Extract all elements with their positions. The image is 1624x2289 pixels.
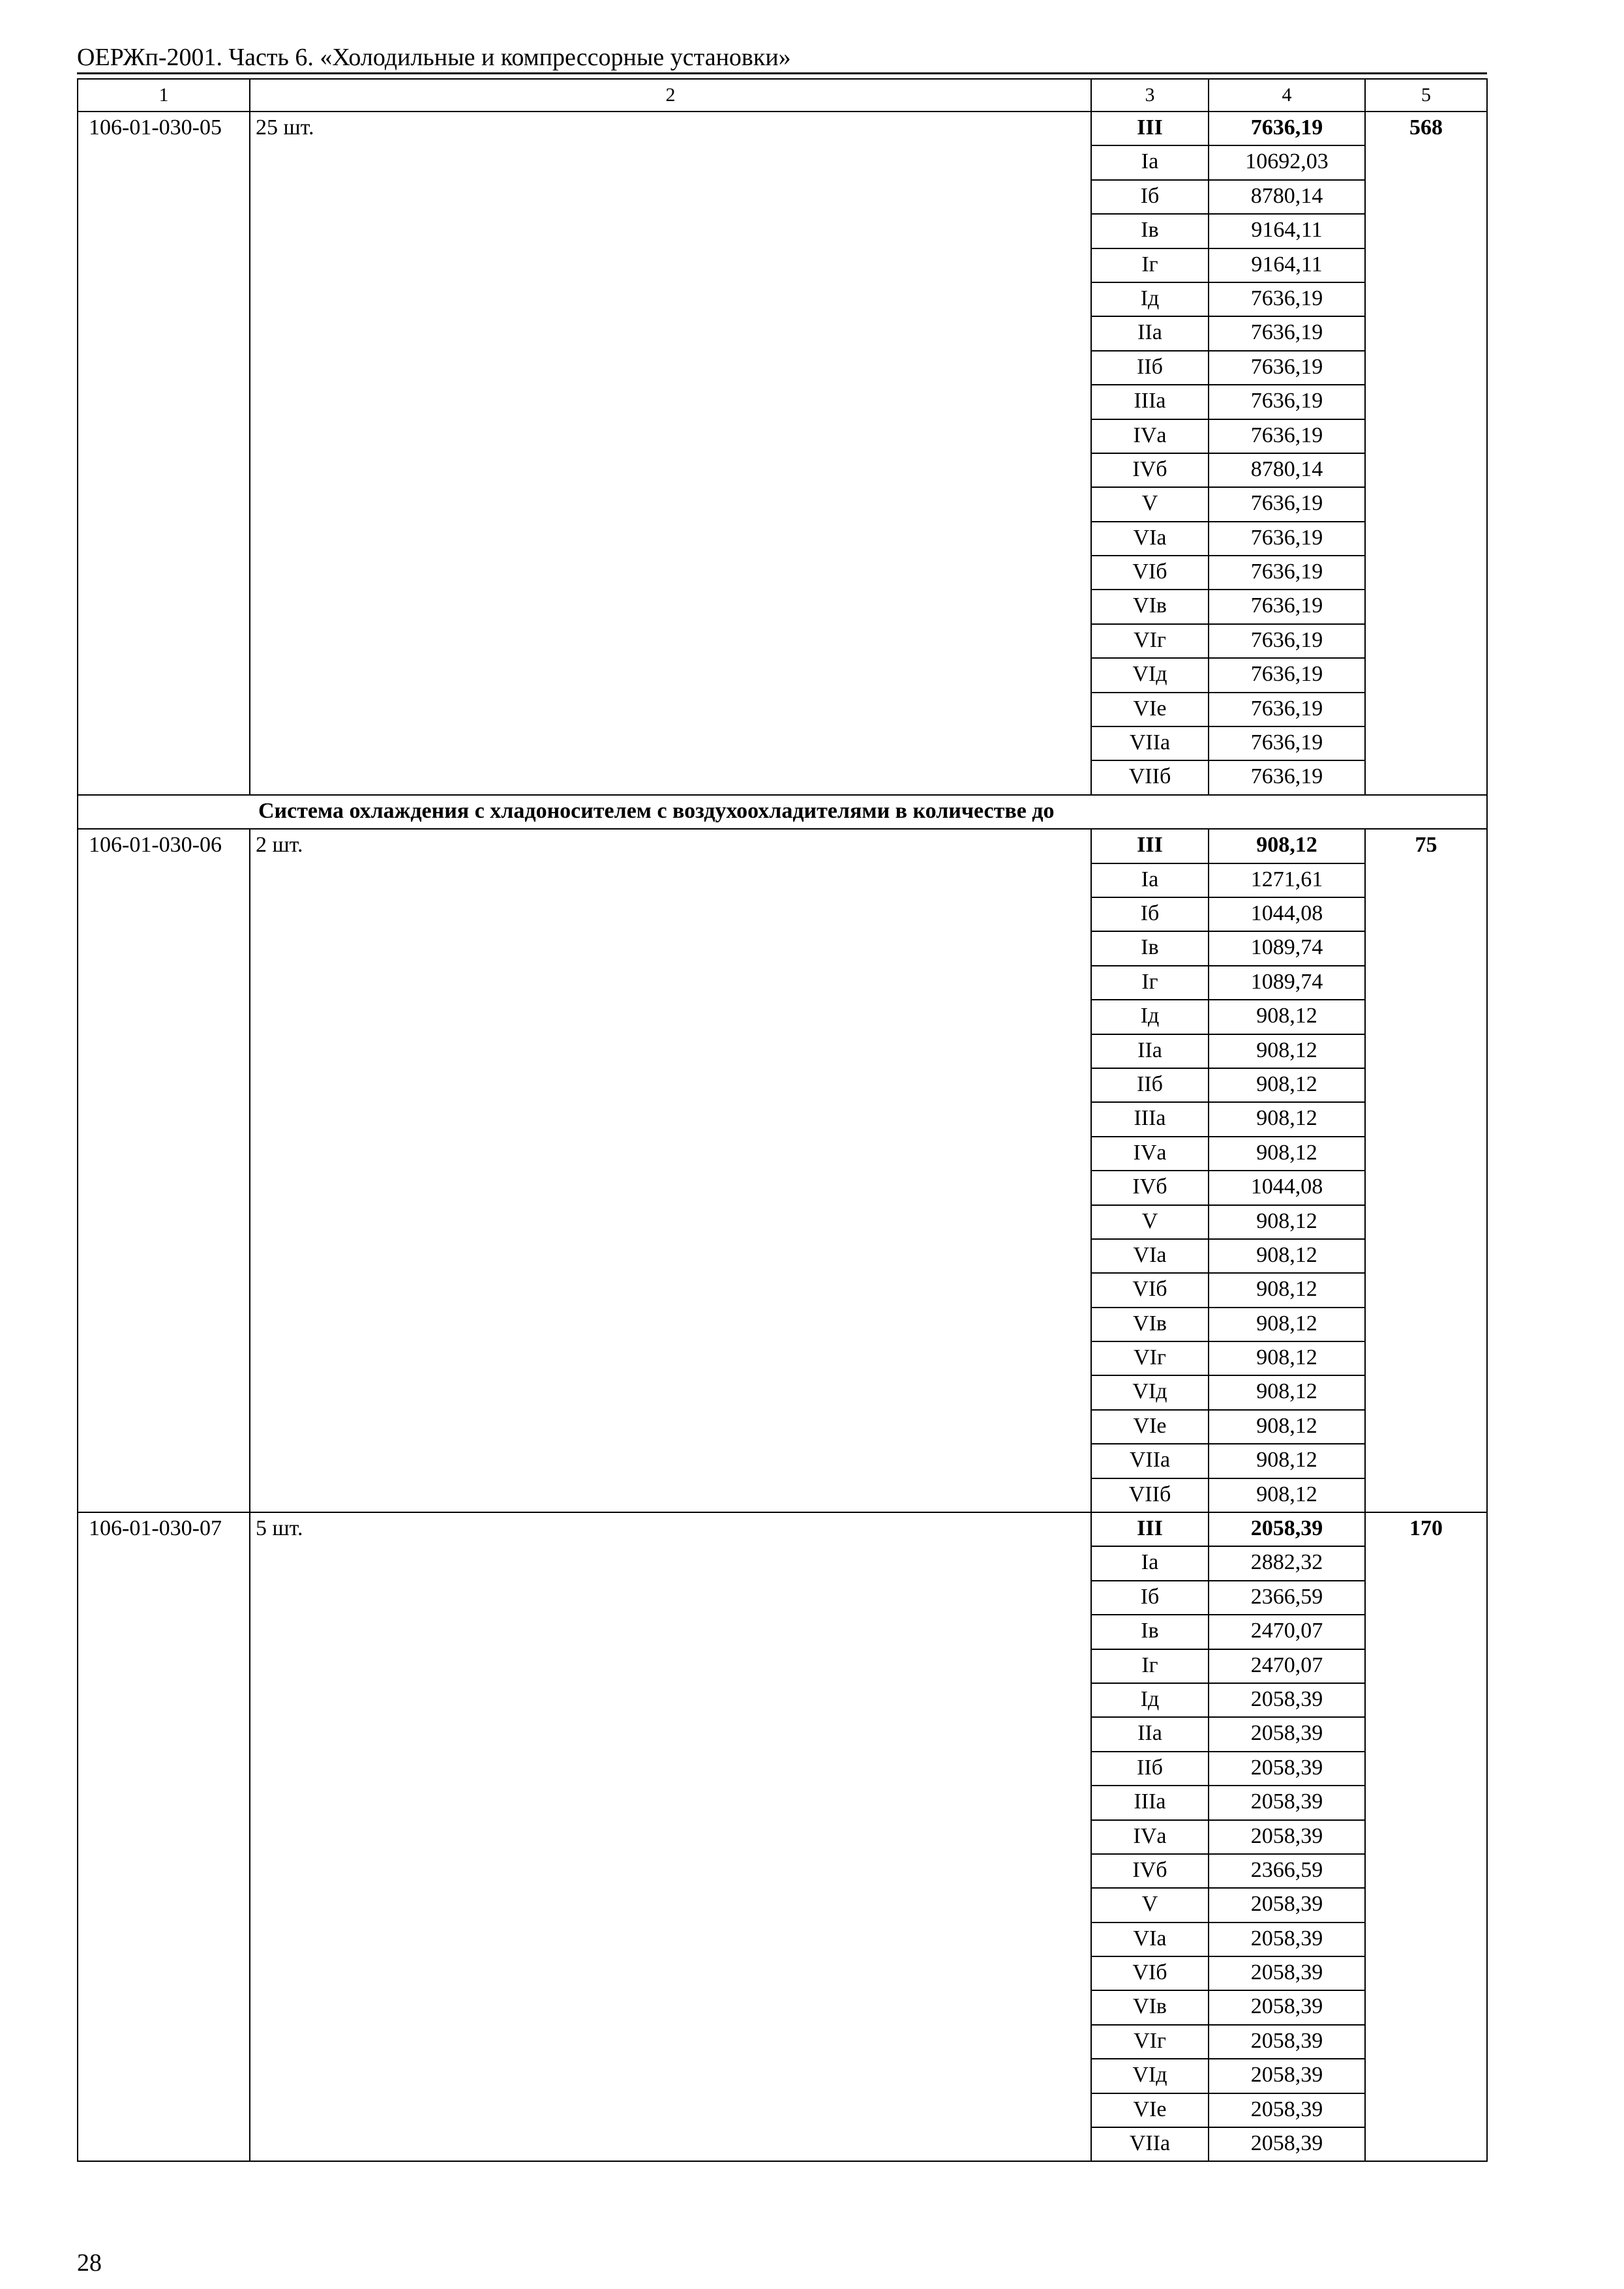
zone-cell: IIIа xyxy=(1091,385,1209,419)
zone-cell: VIа xyxy=(1091,1239,1209,1273)
total-cell: 75 xyxy=(1365,829,1487,1512)
zone-cell: III xyxy=(1091,112,1209,145)
price-value-cell: 2058,39 xyxy=(1209,1888,1365,1922)
zone-cell: VIб xyxy=(1091,1956,1209,1990)
zone-cell: VIд xyxy=(1091,2059,1209,2093)
zone-cell: VIе xyxy=(1091,2093,1209,2127)
zone-cell: VIе xyxy=(1091,693,1209,726)
column-number-4: 4 xyxy=(1209,79,1365,112)
zone-cell: IVа xyxy=(1091,1820,1209,1854)
price-value-cell: 1271,61 xyxy=(1209,863,1365,897)
price-value-cell: 2058,39 xyxy=(1209,1786,1365,1819)
price-value-cell: 7636,19 xyxy=(1209,693,1365,726)
zone-cell: IIIа xyxy=(1091,1102,1209,1136)
price-code: 106-01-030-07 xyxy=(78,1512,250,2161)
zone-cell: IVа xyxy=(1091,1137,1209,1171)
zone-cell: Iб xyxy=(1091,180,1209,214)
zone-cell: IVа xyxy=(1091,419,1209,453)
zone-cell: Iв xyxy=(1091,931,1209,965)
zone-cell: VIг xyxy=(1091,1341,1209,1375)
price-value-cell: 2058,39 xyxy=(1209,2025,1365,2059)
price-value-cell: 908,12 xyxy=(1209,1102,1365,1136)
price-value-cell: 2058,39 xyxy=(1209,1820,1365,1854)
price-value-cell: 7636,19 xyxy=(1209,487,1365,521)
zone-cell: VIа xyxy=(1091,522,1209,556)
price-value-cell: 2058,39 xyxy=(1209,2093,1365,2127)
zone-cell: Iг xyxy=(1091,248,1209,282)
price-value-cell: 2366,59 xyxy=(1209,1581,1365,1615)
zone-cell: Iг xyxy=(1091,1649,1209,1683)
zone-cell: VIб xyxy=(1091,1273,1209,1307)
price-value-cell: 7636,19 xyxy=(1209,316,1365,350)
price-table-body xyxy=(78,79,1487,2161)
price-value-cell: 908,12 xyxy=(1209,1137,1365,1171)
item-description: 2 шт. xyxy=(250,829,1091,1512)
zone-cell: Iв xyxy=(1091,1615,1209,1649)
price-value-cell: 2058,39 xyxy=(1209,2127,1365,2161)
price-value-cell: 2058,39 xyxy=(1209,2059,1365,2093)
price-value-cell: 9164,11 xyxy=(1209,214,1365,248)
price-value-cell: 2058,39 xyxy=(1209,1922,1365,1956)
price-value-cell: 908,12 xyxy=(1209,829,1365,863)
price-table xyxy=(77,78,1488,2162)
section-title: Система охлаждения с хладоносителем с воздухоохладителями в количестве до xyxy=(78,795,1487,829)
price-value-cell: 908,12 xyxy=(1209,1034,1365,1068)
price-value-cell: 2058,39 xyxy=(1209,1512,1365,1546)
price-value-cell: 908,12 xyxy=(1209,1410,1365,1444)
zone-cell: V xyxy=(1091,487,1209,521)
price-value-cell: 1044,08 xyxy=(1209,897,1365,931)
price-value-cell: 7636,19 xyxy=(1209,419,1365,453)
page-number: 28 xyxy=(77,2249,102,2277)
price-value-cell: 2058,39 xyxy=(1209,1990,1365,2024)
zone-cell: VIе xyxy=(1091,1410,1209,1444)
table-row xyxy=(78,112,1487,145)
zone-cell: VIIб xyxy=(1091,760,1209,794)
zone-cell: VIд xyxy=(1091,1375,1209,1409)
zone-cell: IIа xyxy=(1091,1034,1209,1068)
zone-cell: IIа xyxy=(1091,316,1209,350)
price-value-cell: 7636,19 xyxy=(1209,556,1365,590)
price-value-cell: 7636,19 xyxy=(1209,726,1365,760)
zone-cell: Iа xyxy=(1091,863,1209,897)
zone-cell: Iд xyxy=(1091,1683,1209,1717)
price-value-cell: 8780,14 xyxy=(1209,453,1365,487)
zone-cell: VIд xyxy=(1091,658,1209,692)
price-value-cell: 1089,74 xyxy=(1209,931,1365,965)
zone-cell: Iд xyxy=(1091,282,1209,316)
zone-cell: Iд xyxy=(1091,1000,1209,1034)
zone-cell: VIIа xyxy=(1091,2127,1209,2161)
column-number-5: 5 xyxy=(1365,79,1487,112)
price-value-cell: 908,12 xyxy=(1209,1068,1365,1102)
price-value-cell: 2366,59 xyxy=(1209,1854,1365,1888)
zone-cell: IIб xyxy=(1091,1752,1209,1786)
zone-cell: IIб xyxy=(1091,1068,1209,1102)
price-value-cell: 908,12 xyxy=(1209,1478,1365,1512)
price-value-cell: 1044,08 xyxy=(1209,1171,1365,1204)
zone-cell: VIв xyxy=(1091,590,1209,623)
price-value-cell: 7636,19 xyxy=(1209,624,1365,658)
zone-cell: Iв xyxy=(1091,214,1209,248)
price-value-cell: 2058,39 xyxy=(1209,1956,1365,1990)
zone-cell: Iа xyxy=(1091,145,1209,179)
total-cell: 170 xyxy=(1365,1512,1487,2161)
price-value-cell: 7636,19 xyxy=(1209,522,1365,556)
price-value-cell: 2470,07 xyxy=(1209,1649,1365,1683)
price-value-cell: 7636,19 xyxy=(1209,385,1365,419)
price-value-cell: 908,12 xyxy=(1209,1205,1365,1239)
zone-cell: Iг xyxy=(1091,966,1209,1000)
table-row xyxy=(78,829,1487,863)
zone-cell: VIг xyxy=(1091,2025,1209,2059)
zone-cell: VIIа xyxy=(1091,1444,1209,1478)
header-divider xyxy=(77,72,1487,74)
total-cell: 568 xyxy=(1365,112,1487,795)
price-value-cell: 908,12 xyxy=(1209,1444,1365,1478)
zone-cell: VIг xyxy=(1091,624,1209,658)
price-value-cell: 2058,39 xyxy=(1209,1752,1365,1786)
price-value-cell: 2058,39 xyxy=(1209,1683,1365,1717)
price-value-cell: 908,12 xyxy=(1209,1308,1365,1341)
zone-cell: VIб xyxy=(1091,556,1209,590)
zone-cell: VIв xyxy=(1091,1990,1209,2024)
column-number-row xyxy=(78,79,1487,112)
column-number-3: 3 xyxy=(1091,79,1209,112)
zone-cell: IVб xyxy=(1091,453,1209,487)
price-value-cell: 8780,14 xyxy=(1209,180,1365,214)
price-code: 106-01-030-05 xyxy=(78,112,250,795)
price-value-cell: 908,12 xyxy=(1209,1000,1365,1034)
zone-cell: IIб xyxy=(1091,351,1209,385)
zone-cell: IIа xyxy=(1091,1717,1209,1751)
price-code: 106-01-030-06 xyxy=(78,829,250,1512)
column-number-2: 2 xyxy=(250,79,1091,112)
price-value-cell: 1089,74 xyxy=(1209,966,1365,1000)
zone-cell: VIIб xyxy=(1091,1478,1209,1512)
price-value-cell: 2470,07 xyxy=(1209,1615,1365,1649)
page-header-title: ОЕРЖп-2001. Часть 6. «Холодильные и компрессорные установки» xyxy=(77,44,791,71)
price-value-cell: 7636,19 xyxy=(1209,282,1365,316)
price-value-cell: 7636,19 xyxy=(1209,590,1365,623)
price-value-cell: 9164,11 xyxy=(1209,248,1365,282)
zone-cell: V xyxy=(1091,1205,1209,1239)
zone-cell: V xyxy=(1091,1888,1209,1922)
price-value-cell: 908,12 xyxy=(1209,1273,1365,1307)
zone-cell: IVб xyxy=(1091,1854,1209,1888)
zone-cell: IVб xyxy=(1091,1171,1209,1204)
column-number-1: 1 xyxy=(78,79,250,112)
table-row xyxy=(78,1512,1487,1546)
price-value-cell: 10692,03 xyxy=(1209,145,1365,179)
item-description: 25 шт. xyxy=(250,112,1091,795)
zone-cell: III xyxy=(1091,1512,1209,1546)
zone-cell: VIIа xyxy=(1091,726,1209,760)
price-value-cell: 908,12 xyxy=(1209,1341,1365,1375)
price-value-cell: 2058,39 xyxy=(1209,1717,1365,1751)
section-row xyxy=(78,795,1487,829)
price-value-cell: 7636,19 xyxy=(1209,112,1365,145)
zone-cell: Iа xyxy=(1091,1546,1209,1580)
zone-cell: III xyxy=(1091,829,1209,863)
zone-cell: Iб xyxy=(1091,1581,1209,1615)
zone-cell: Iб xyxy=(1091,897,1209,931)
item-description: 5 шт. xyxy=(250,1512,1091,2161)
zone-cell: IIIа xyxy=(1091,1786,1209,1819)
price-value-cell: 2882,32 xyxy=(1209,1546,1365,1580)
price-value-cell: 7636,19 xyxy=(1209,351,1365,385)
price-value-cell: 7636,19 xyxy=(1209,760,1365,794)
zone-cell: VIв xyxy=(1091,1308,1209,1341)
zone-cell: VIа xyxy=(1091,1922,1209,1956)
price-value-cell: 908,12 xyxy=(1209,1239,1365,1273)
price-value-cell: 7636,19 xyxy=(1209,658,1365,692)
price-value-cell: 908,12 xyxy=(1209,1375,1365,1409)
